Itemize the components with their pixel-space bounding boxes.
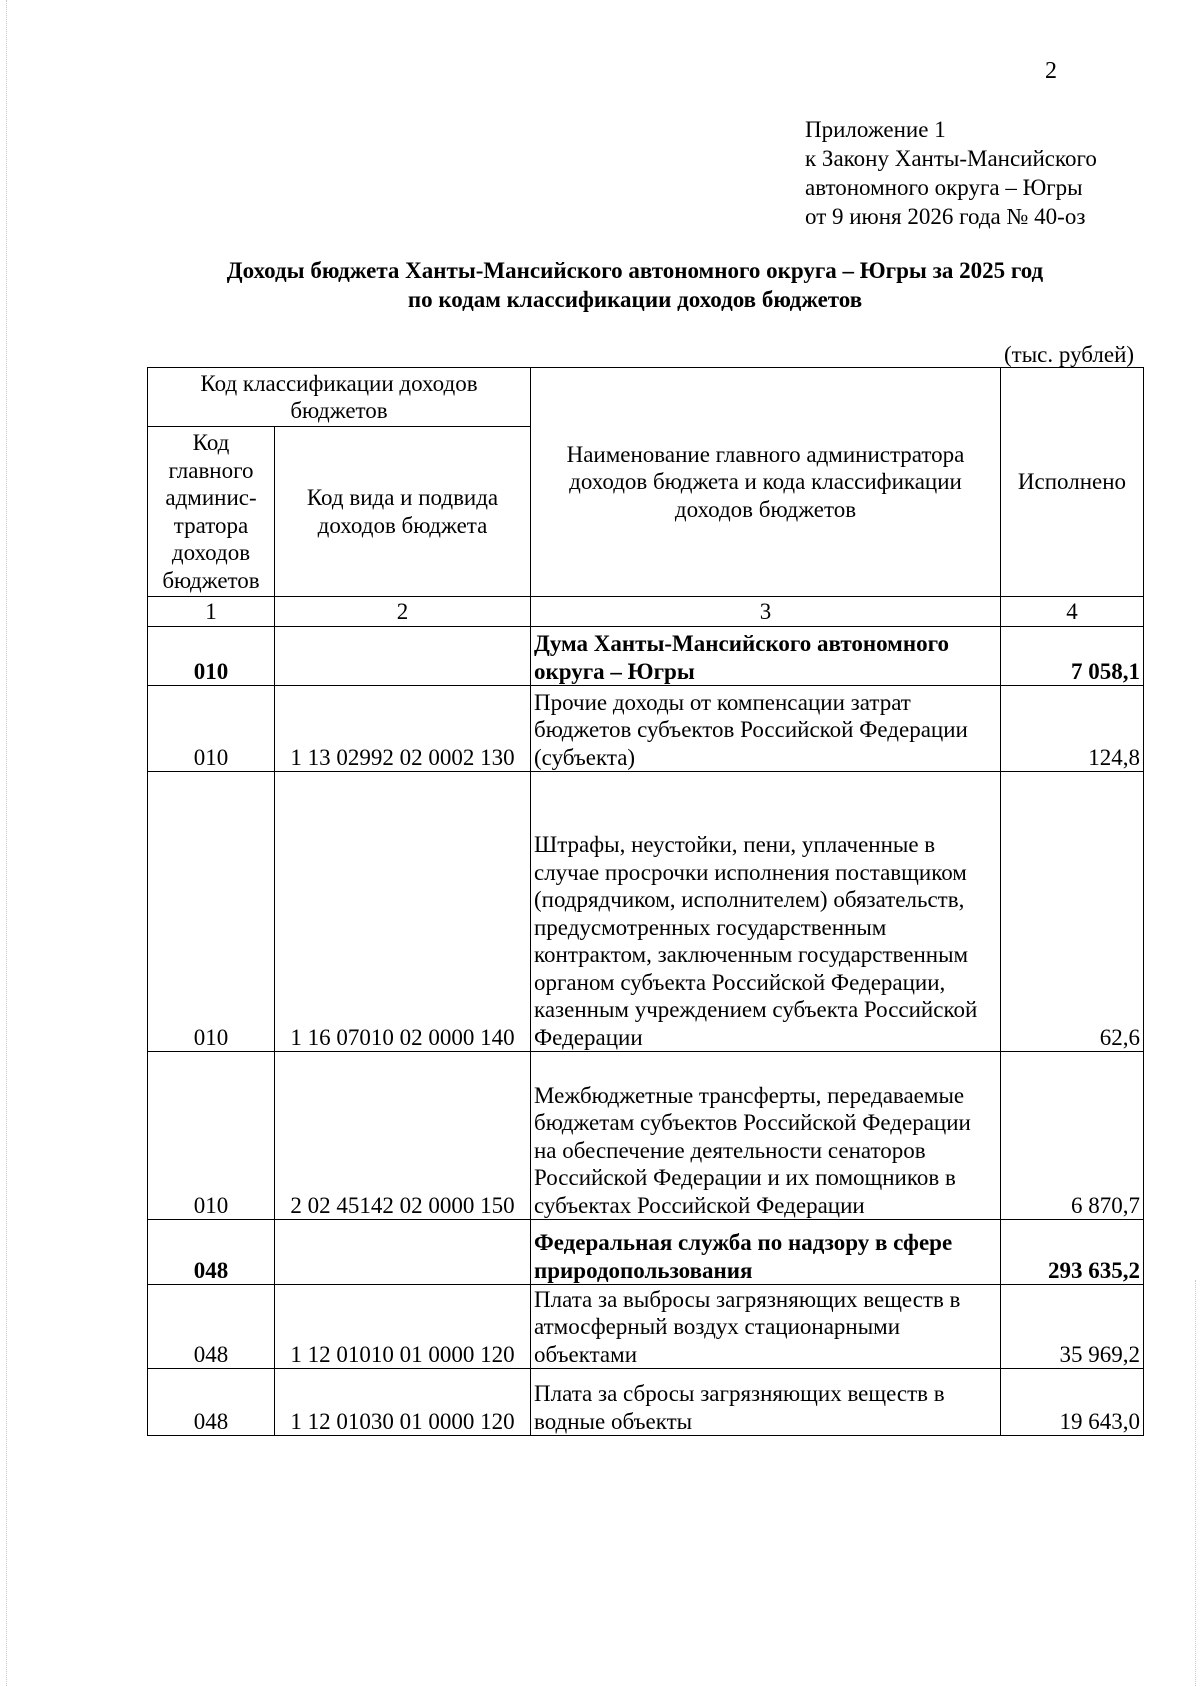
amount-cell: 19 643,0 <box>1001 1369 1144 1436</box>
column-numbers-row <box>148 597 1144 627</box>
table-row <box>148 1052 1144 1220</box>
revenue-code-cell <box>275 1220 531 1285</box>
units-label: (тыс. рублей) <box>1004 342 1135 367</box>
amount-cell: 62,6 <box>1001 772 1144 1052</box>
name-cell: Прочие доходы от компенсации затрат бюджетов субъектов Российской Федерации (субъекта) <box>531 686 1001 772</box>
column-number: 2 <box>275 597 531 627</box>
amount-cell: 7 058,1 <box>1001 627 1144 686</box>
revenue-code-cell: 1 12 01030 01 0000 120 <box>275 1369 531 1436</box>
page-number: 2 <box>1045 58 1057 84</box>
header-col3: Наименование главного администратора доходов бюджета и кода классификации доходов бюджетов <box>531 368 1001 597</box>
document-title <box>140 256 1130 314</box>
revenue-table <box>147 367 1144 1436</box>
revenue-code-cell: 1 16 07010 02 0000 140 <box>275 772 531 1052</box>
scan-edge-right <box>1195 1280 1200 1686</box>
amount-cell: 293 635,2 <box>1001 1220 1144 1285</box>
table-row <box>148 772 1144 1052</box>
document-title-line: Доходы бюджета Ханты-Мансийского автономного округа – Югры за 2025 год <box>226 258 1044 283</box>
name-cell: Федеральная служба по надзору в сфере природопользования <box>531 1220 1001 1285</box>
name-cell: Плата за выбросы загрязняющих веществ в атмосферный воздух стационарными объектами <box>531 1285 1001 1369</box>
header-col2: Код вида и подвида доходов бюджета <box>275 427 531 597</box>
admin-code-cell: 010 <box>148 772 275 1052</box>
table-row <box>148 1369 1144 1436</box>
revenue-code-cell: 2 02 45142 02 0000 150 <box>275 1052 531 1220</box>
column-number: 4 <box>1001 597 1144 627</box>
name-cell: Плата за сбросы загрязняющих веществ в водные объекты <box>531 1369 1001 1436</box>
name-cell: Межбюджетные трансферты, передаваемые бюджетам субъектов Российской Федерации на обеспечение деятельности сенаторов Российской Федерации и их помощников в субъектах Российской Федерации <box>531 1052 1001 1220</box>
column-number: 1 <box>148 597 275 627</box>
amount-cell: 35 969,2 <box>1001 1285 1144 1369</box>
header-col4: Исполнено <box>1001 368 1144 597</box>
revenue-code-cell: 1 13 02992 02 0002 130 <box>275 686 531 772</box>
header-col1: Код главного админис-тратора доходов бюджетов <box>148 427 275 597</box>
admin-code-cell: 048 <box>148 1369 275 1436</box>
admin-code-cell: 048 <box>148 1285 275 1369</box>
appendix-line: к Закону Ханты-Мансийского <box>805 146 1097 171</box>
table-row <box>148 1285 1144 1369</box>
revenue-code-cell: 1 12 01010 01 0000 120 <box>275 1285 531 1369</box>
column-number: 3 <box>531 597 1001 627</box>
admin-code-cell: 048 <box>148 1220 275 1285</box>
table-row <box>148 1220 1144 1285</box>
admin-code-cell: 010 <box>148 1052 275 1220</box>
appendix-line: Приложение 1 <box>805 117 946 142</box>
admin-code-cell: 010 <box>148 627 275 686</box>
document-title-line: по кодам классификации доходов бюджетов <box>407 287 863 312</box>
appendix-line: автономного округа – Югры <box>805 175 1083 200</box>
admin-code-cell: 010 <box>148 686 275 772</box>
amount-cell: 124,8 <box>1001 686 1144 772</box>
name-cell: Штрафы, неустойки, пени, уплаченные в случае просрочки исполнения поставщиком (подрядчиком, исполнителем) обязательств, предусмотренных государственным контрактом, заключенным государственным органом субъекта Российской Федерации, казенным учреждением субъекта Российской Федерации <box>531 772 1001 1052</box>
scan-edge-left <box>0 0 7 1686</box>
header-group: Код классификации доходов бюджетов <box>148 368 531 427</box>
appendix-line: от 9 июня 2026 года № 40-оз <box>805 204 1086 229</box>
table-row <box>148 627 1144 686</box>
table-row <box>148 686 1144 772</box>
appendix-header <box>805 115 1097 231</box>
revenue-code-cell <box>275 627 531 686</box>
amount-cell: 6 870,7 <box>1001 1052 1144 1220</box>
name-cell: Дума Ханты-Мансийского автономного округа – Югры <box>531 627 1001 686</box>
